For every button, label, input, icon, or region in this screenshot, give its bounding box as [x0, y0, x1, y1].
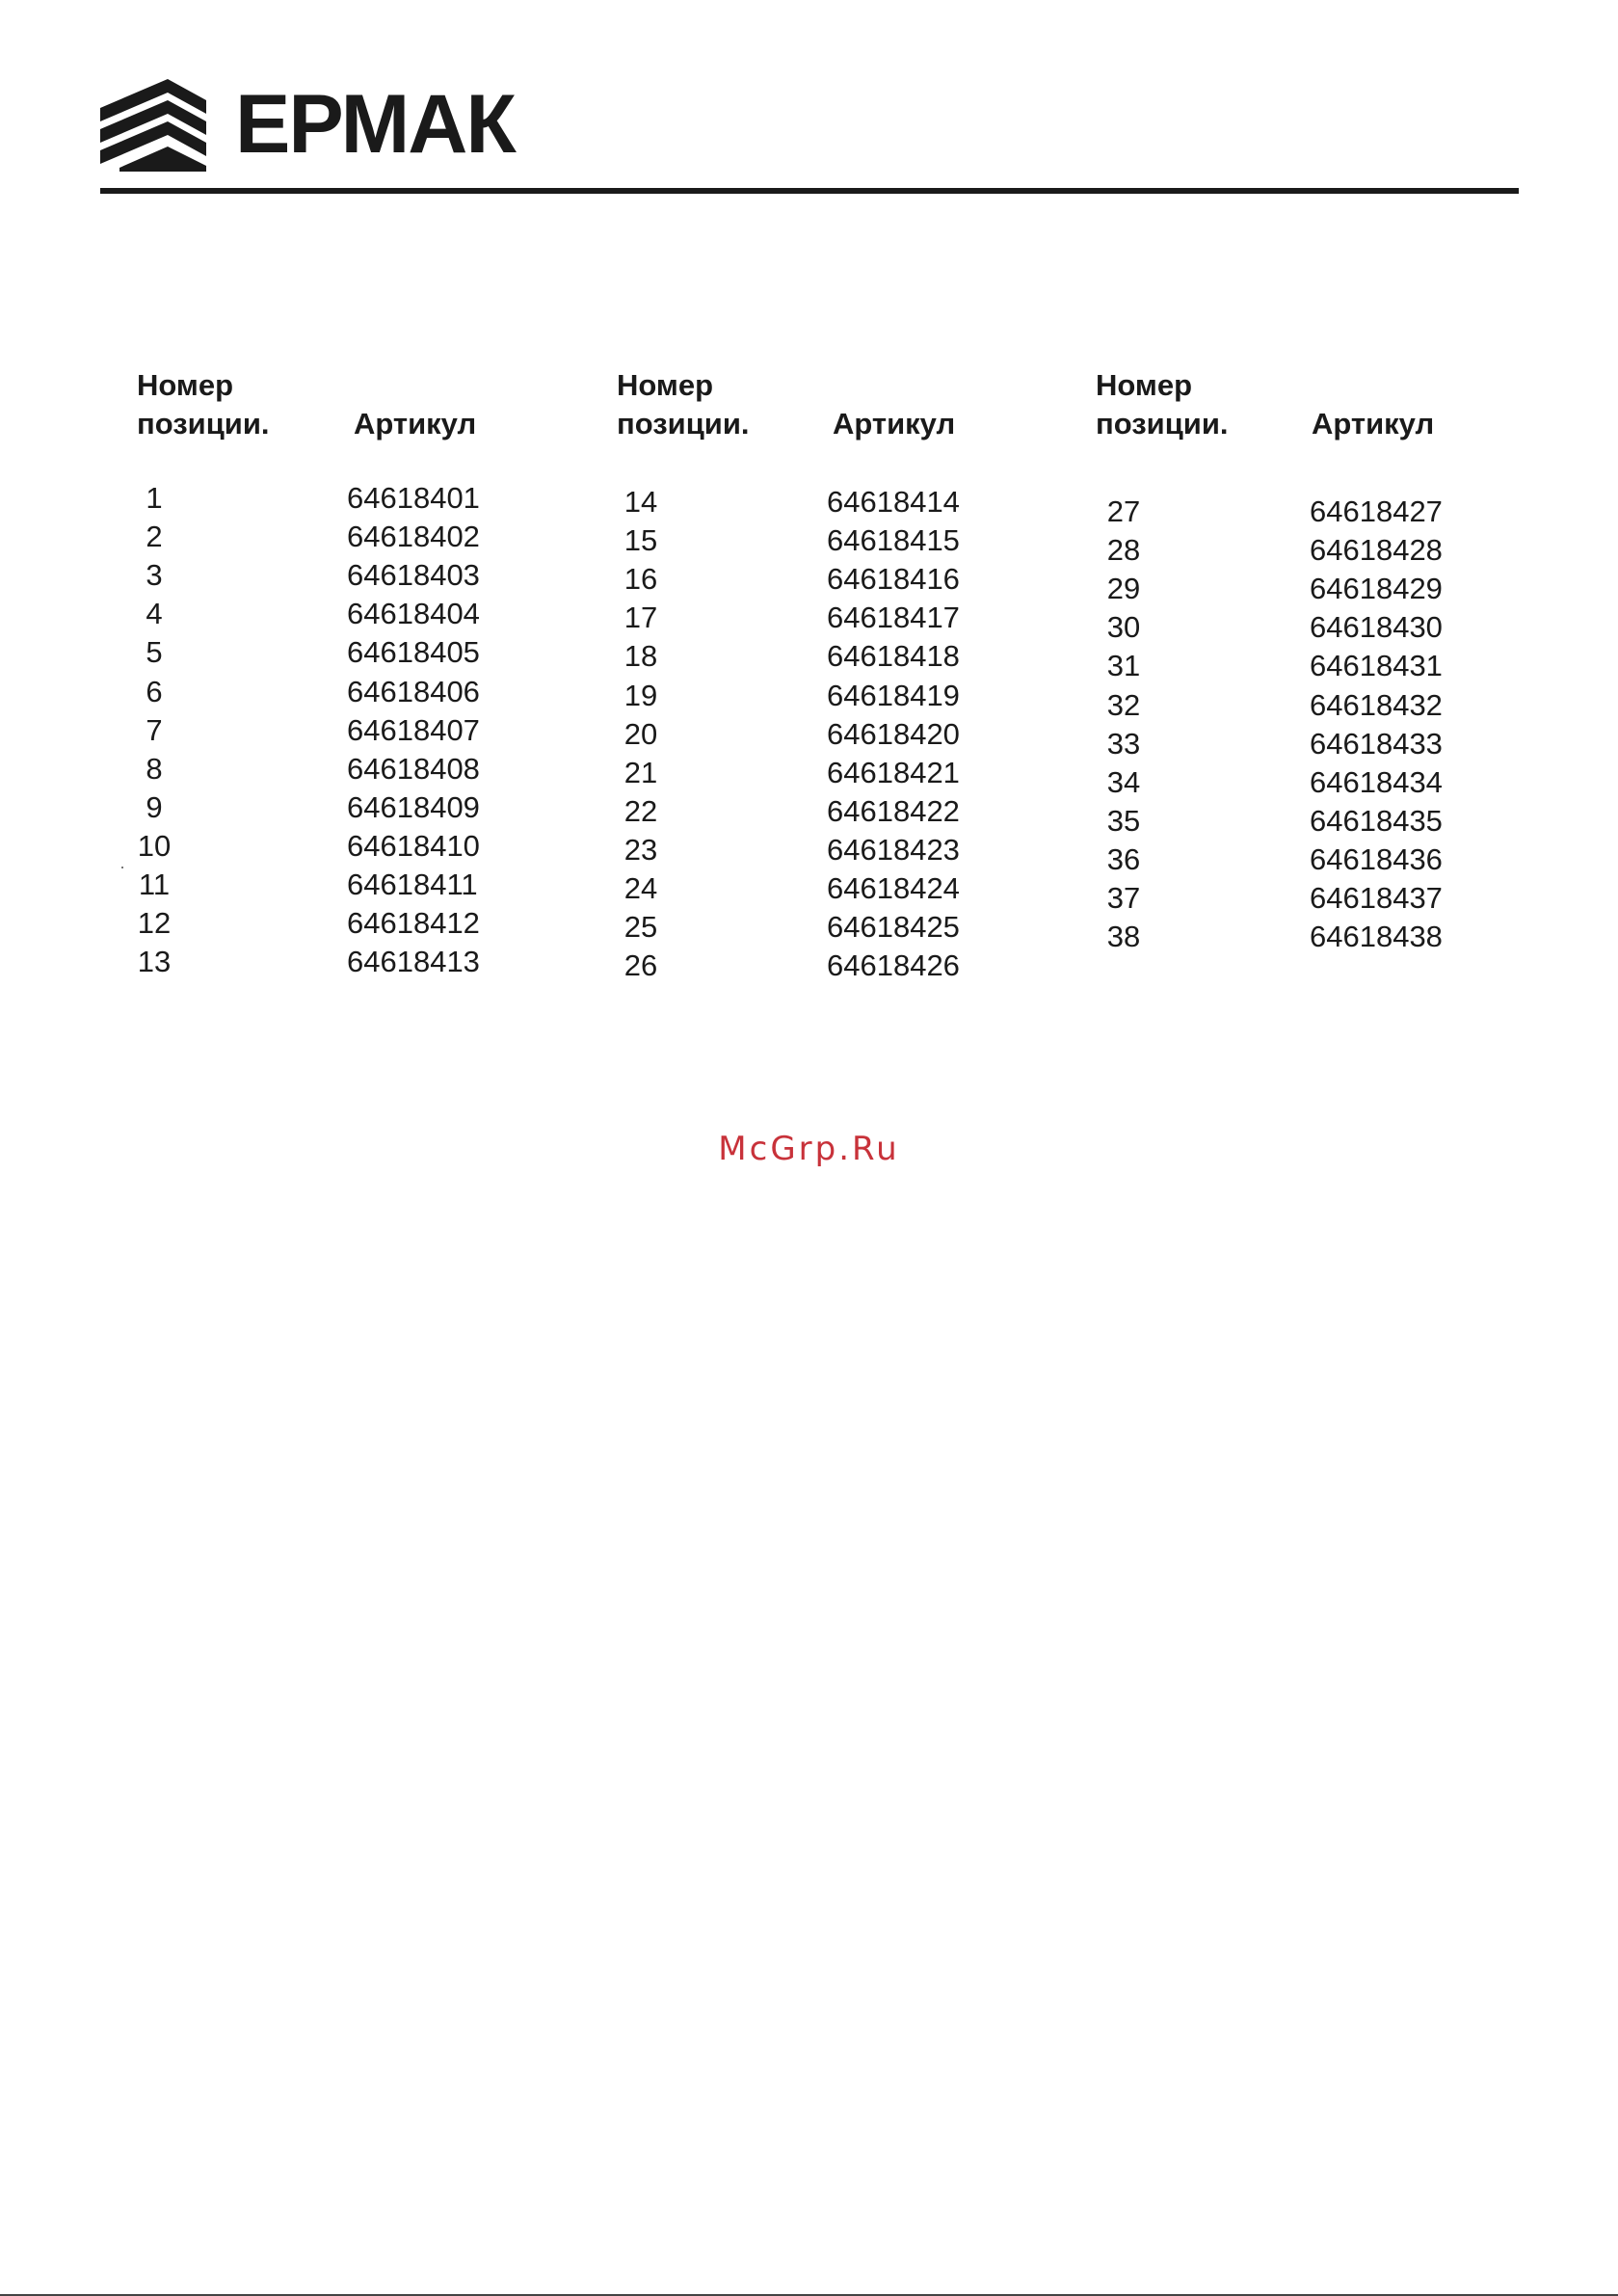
position-number: 2	[146, 520, 163, 554]
header-position-line2: позиции.	[1096, 407, 1229, 441]
header-position-line1: Номер	[137, 368, 234, 402]
article-number: 64618433	[1310, 726, 1443, 761]
position-number: 32	[1106, 687, 1141, 722]
article-number: 64618416	[827, 562, 960, 597]
article-number: 64618405	[347, 635, 480, 670]
position-number: 8	[146, 751, 163, 786]
article-number: 64618437	[1310, 881, 1443, 915]
header-article: Артикул	[354, 407, 477, 441]
article-number: 64618429	[1310, 572, 1443, 606]
article-number: 64618436	[1310, 841, 1443, 876]
position-number: 35	[1106, 803, 1141, 838]
position-number: 19	[623, 678, 658, 712]
position-number: 22	[623, 793, 658, 828]
position-number: 30	[1106, 610, 1141, 645]
article-number: 64618438	[1310, 920, 1443, 954]
article-number: 64618415	[827, 523, 960, 558]
brand-logo	[100, 79, 553, 175]
position-number: 25	[623, 910, 658, 945]
article-number: 64618419	[827, 678, 960, 712]
position-number: 36	[1106, 841, 1141, 876]
header-article: Артикул	[833, 407, 956, 441]
article-number: 64618412	[347, 906, 480, 941]
article-number: 64618413	[347, 945, 480, 979]
article-number: 64618430	[1310, 610, 1443, 645]
article-number: 64618406	[347, 674, 480, 708]
article-number: 64618434	[1310, 764, 1443, 799]
article-number: 64618426	[827, 948, 960, 983]
position-number: 6	[146, 674, 163, 708]
article-number: 64618414	[827, 485, 960, 519]
article-number: 64618401	[347, 481, 480, 515]
article-number: 64618409	[347, 789, 480, 824]
article-number: 64618410	[347, 828, 480, 863]
article-number: 64618404	[347, 597, 480, 631]
position-number: 13	[137, 945, 172, 979]
article-number: 64618408	[347, 751, 480, 786]
article-number: 64618418	[827, 639, 960, 674]
position-number: 9	[146, 789, 163, 824]
position-number: 5	[146, 635, 163, 670]
position-number: 14	[623, 485, 658, 519]
position-number: 3	[146, 558, 163, 593]
watermark: McGrp.Ru	[718, 1130, 900, 1168]
position-number: 4	[146, 597, 163, 631]
header-position-line2: позиции.	[617, 407, 750, 441]
position-number: 27	[1106, 494, 1141, 528]
article-number: 64618428	[1310, 533, 1443, 568]
position-number: 17	[623, 601, 658, 635]
position-number: 33	[1106, 726, 1141, 761]
position-number: 23	[623, 832, 658, 867]
position-number: 16	[623, 562, 658, 597]
article-number: 64618421	[827, 755, 960, 789]
position-number: 21	[623, 755, 658, 789]
article-number: 64618422	[827, 793, 960, 828]
position-number: 24	[623, 871, 658, 905]
position-number: 31	[1106, 649, 1141, 683]
position-number: 15	[623, 523, 658, 558]
position-number: 28	[1106, 533, 1141, 568]
article-number: 64618420	[827, 716, 960, 751]
article-number: 64618411	[347, 868, 478, 901]
article-number: 64618402	[347, 520, 480, 554]
header-position-line1: Номер	[1096, 368, 1193, 402]
position-number: 7	[146, 712, 163, 747]
position-number: 1	[146, 481, 163, 515]
position-number: 18	[623, 639, 658, 674]
page-header	[0, 0, 1618, 202]
article-number: 64618424	[827, 871, 960, 905]
article-number: 64618425	[827, 910, 960, 945]
brand-name: ЕРМАК	[235, 78, 515, 171]
position-number: 11	[138, 868, 171, 901]
position-number: 26	[623, 948, 658, 983]
article-number: 64618435	[1310, 803, 1443, 838]
position-number: 37	[1106, 881, 1141, 915]
article-number: 64618423	[827, 832, 960, 867]
article-number: 64618432	[1310, 687, 1443, 722]
position-number: 10	[137, 828, 172, 863]
article-number: 64618427	[1310, 494, 1443, 528]
article-number: 64618403	[347, 558, 480, 593]
header-divider	[100, 188, 1519, 194]
position-number: 20	[623, 716, 658, 751]
scan-dot	[121, 867, 123, 868]
article-number: 64618417	[827, 601, 960, 635]
position-number: 12	[137, 906, 172, 941]
header-position-line1: Номер	[617, 368, 714, 402]
header-position-line2: позиции.	[137, 407, 270, 441]
header-article: Артикул	[1312, 407, 1435, 441]
position-number: 29	[1106, 572, 1141, 606]
position-number: 34	[1106, 764, 1141, 799]
article-number: 64618407	[347, 712, 480, 747]
position-number: 38	[1106, 920, 1141, 954]
article-number: 64618431	[1310, 649, 1443, 683]
